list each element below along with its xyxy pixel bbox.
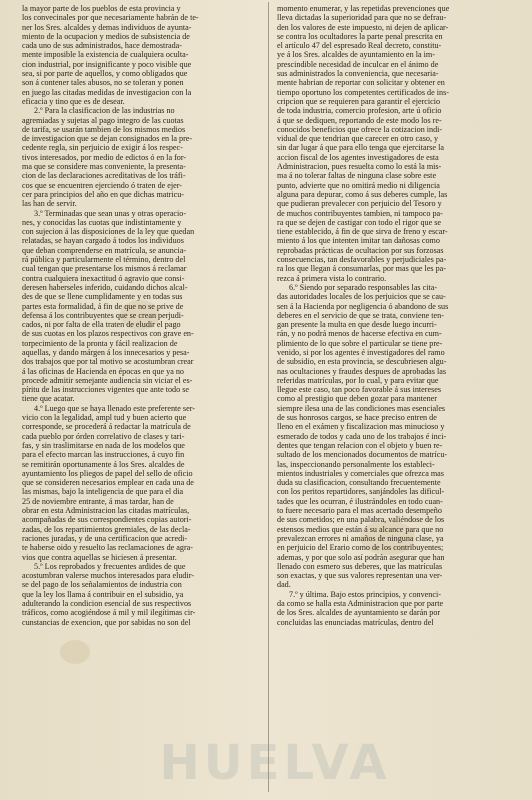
text-line: son exactas, y que sus valores representan una ver- [277, 571, 443, 581]
text-line: vicio con la legalidad, ampl tud y buen acierto que [22, 413, 187, 423]
text-line: agremiadas y sujetas al pago integro de las cuotas [22, 115, 184, 125]
text-line: que la ley los llama á contribuir en el subsidio, ya [22, 589, 184, 599]
text-line: como al prestigio que deben gozar para mantener [277, 394, 437, 404]
text-line: cada uno de sus administrados, hace demostrada- [22, 41, 182, 51]
text-line: deresen haberseles inferido, cuidando dichos alcal- [22, 282, 188, 292]
text-line: los convecinales por que necesariamente habrán de te- [22, 13, 199, 23]
text-line: sus administrados la conveniencia, que necesaria- [277, 69, 439, 79]
text-line: den los valores de este impuesto, ni dejen de aplicar- [277, 22, 449, 32]
text-line: con los peritos repartidores, sanjándoles las dificul- [277, 487, 445, 497]
text-line: referidas matrículas, por lo cual, y para evitar que [277, 375, 439, 385]
text-line: ner los Sres. alcaldes y demas individuos de ayunta- [22, 22, 192, 32]
text-line: ma á no tolerar faltas de ninguna clase sobre este [277, 171, 437, 181]
text-line: de tarifa, se usarán tambien de los mismos medios [22, 124, 186, 134]
text-line: rá pública y particularmente el término, dentro del [22, 255, 186, 265]
text-line: conocidos beneficios que ofrece la cotizacion indi- [277, 124, 443, 134]
text-line: lleva dictadas la superioridad para que no se defrau- [277, 13, 447, 23]
text-line: aquellas, y dando márgen á los innecesarios y pesa- [22, 347, 190, 357]
text-line: obrar en esta Administracion las citadas matrículas, [22, 506, 190, 516]
text-line: de sus cometidos; en una palabra, valiéndose de los [277, 515, 445, 525]
text-line: sea, si por parte de aquellos, y como obligados que [22, 69, 188, 79]
text-line: acostumbran valerse muchos interesados para eludir- [22, 571, 194, 581]
text-line: son á contener tales abusos, no se toleran y ponen [22, 78, 184, 88]
text-line: se contra los ocultadores la parte penal prescrita en [277, 31, 443, 41]
text-line: tivos interesados, por medio de edictos ó en la for- [22, 152, 187, 162]
text-line: cedente regla, sin perjuicio de exigir á los respec- [22, 143, 183, 153]
text-line: rezca á primera vista lo contrario. [277, 273, 387, 283]
text-line: 5.º Los reprobados y frecuentes ardides de que [34, 561, 186, 571]
text-line: cada pueblo por órden correlativo de clases y tari- [22, 431, 185, 441]
text-line: de sus cuotas en los plazos respectivos con grave en- [22, 329, 194, 339]
text-line: accion fiscal de los agentes investigadores de esta [277, 152, 439, 162]
text-line: ma que se considere mas conveniente, la presenta- [22, 162, 186, 172]
text-line: eficacia y tino que es de desear. [22, 96, 125, 106]
text-line: cual tengan que presentarse los mismos á reclamar [22, 264, 187, 274]
text-line: reprobadas prácticas de ocultacion por sus forzosas [277, 245, 444, 255]
text-line: mente habrian de reportar con solicitar y obtener en [277, 78, 445, 88]
text-line: sen á la Hacienda por negligencia ó abandono de sus [277, 301, 449, 311]
text-line: siempre ilesa una de las condiciones mas esenciales [277, 403, 446, 413]
text-line: corresponde, se procederá á redactar la matrícula de [22, 422, 191, 432]
text-line: de subsidio, en esta provincia, se descubriesen algu- [277, 357, 447, 367]
text-line: llenado con esmero sus deberes, que las matrículas [277, 561, 443, 571]
text-line: miento á los que intenten imitar tan dañosas como [277, 236, 440, 246]
text-line: lleno en el exámen y fiscalizacion mas minucioso y [277, 422, 445, 432]
text-line: zadas, de los repartimientos gremiales, de las decla- [22, 524, 191, 534]
text-line: prevalezcan errores ni amaños de ninguna clase, ya [277, 533, 444, 543]
text-line: tiempo oportuno los competentes certificados de ins- [277, 87, 449, 97]
text-line: de toda industria, comercio profesion, arte ú oficio [277, 106, 442, 116]
text-line: vidual de que tendrian que carecer en otro caso, y [277, 134, 439, 144]
text-line: se del pago de los señalamientos de industria con [22, 580, 182, 590]
text-line: torpecimiento de la pronta y fácil realizacion de [22, 338, 178, 348]
text-line: nes, y conocidas las cuotas que indistintamente y [22, 217, 182, 227]
text-line: miento de la ocupacion y medios de subsistencia de [22, 31, 190, 41]
text-line: que deban comprenderse en matrícula, se anuncia- [22, 245, 187, 255]
text-line: llegue este caso, tan poco favorable á sus intereses [277, 385, 442, 395]
text-line: que pudieran prevalecer con perjuicio del Tesoro y [277, 199, 442, 209]
text-line: estensos medios que están á su alcance para que no [277, 524, 444, 534]
text-line: de investigacion que se dejan consignados en la pre- [22, 134, 193, 144]
text-line: las han de servir. [22, 199, 77, 209]
text-line: raciones juradas, y de una certificacion que acredi- [22, 533, 188, 543]
text-line: en perjuicio del Erario como de los contribuyentes; [277, 543, 444, 553]
text-line: mientos industriales y comerciales que ofrezca mas [277, 468, 444, 478]
text-line: adulterando la condicion esencial de sus respectivos [22, 599, 192, 608]
text-line: rán, y no podrá menos de hacerse efectiva en cum- [277, 329, 442, 339]
text-line: consecuencias, tan desfavorables y perjudiciales pa- [277, 255, 447, 265]
text-line: cion de las declaraciones acreditativas de los tráfi- [22, 171, 186, 181]
text-line: momento enumerar, y las repetidas prevenciones que [277, 4, 450, 13]
text-line: 6.º Siendo por separado responsables las cita- [289, 282, 438, 292]
text-line: el artículo 47 del espresado Real decreto, constitu- [277, 41, 442, 51]
paper-stain [60, 640, 90, 664]
left-text-column [22, 4, 262, 627]
text-line: tiene que acatar. [22, 394, 75, 404]
text-line: de muchos contribuyentes tambien, ni tampoco pa- [277, 208, 443, 218]
text-line: cion industrial, por insignificante y poco visible que [22, 59, 192, 69]
text-line: da como se halla esta Administracion que por parte [277, 599, 444, 608]
text-line: defensa á los contribuyentes que se crean perjudi- [22, 310, 184, 320]
text-line: cripcion que se requieren para garantir el ejercicio [277, 96, 441, 106]
text-line: tades que les ocurran, é ilustrándoles en todo cuan- [277, 496, 443, 506]
text-line: con sujecion á las disposiciones de la ley que quedan [22, 227, 195, 237]
text-line: gan presente la multa en que desde luego incurri- [277, 320, 437, 330]
text-line: 4.º Luego que se haya llenado este preferente ser- [34, 403, 195, 413]
text-line: cer para principios del año en que dichas matricu- [22, 189, 184, 199]
text-line: alguna para depurar, como á sus deberes cumple, las [277, 189, 448, 199]
text-line: 3.º Terminadas que sean unas y otras operacio- [34, 208, 187, 218]
text-line: dos trabajos que por tal motivo se acostumbran crear [22, 357, 194, 367]
text-line: ra los que llegan á consumarlas, por mas que les pa- [277, 264, 446, 274]
text-line: tráficos, como acogiéndose á mil y mil ilegítimas cir- [22, 608, 196, 618]
text-line: las, inspeccionando personalmente los estableci- [277, 459, 435, 469]
text-line: á las oficinas de Hacienda en épocas en que ya no [22, 366, 184, 376]
text-line: to fuere necesario para el mas acertado desempeño [277, 506, 442, 516]
text-line: vios que contra aquellas se hiciesen á presentar. [22, 552, 177, 562]
text-line: plimiento de lo que sobre el particular se tiene pre- [277, 338, 443, 348]
text-line: tiene establecido, á fin de que sirva de freno y escar- [277, 227, 448, 237]
text-line: duda su clasificacion, consultando frecuentemente [277, 478, 441, 488]
column-divider [268, 2, 269, 792]
text-line: sultado de los mencionados documentos de matrícu- [277, 450, 448, 460]
text-line: las mismas, bajo la inteligencia de que para el dia [22, 487, 184, 497]
text-line: sin dar lugar á que para ello tenga que ejercitarse la [277, 143, 444, 153]
text-line: concluidas las enunciadas matrículas, dentro del [277, 617, 434, 627]
text-line: des de que se llene cumplidamente y en todas sus [22, 292, 183, 302]
archive-watermark: HUELVA [159, 734, 391, 791]
text-line: dentes que tengan relacion con el objeto y buen re- [277, 440, 443, 450]
text-line: cados, ni por falta de ella traten de eludir el pago [22, 320, 181, 330]
text-line: prescindible necesidad de inculcar en el ánimo de [277, 59, 439, 69]
text-line: cos que se encuentren ejerciendo ó traten de ejer- [22, 180, 182, 190]
text-line: en juego las citadas medidas de investigacion con la [22, 87, 192, 97]
text-line: ye á los Sres. alcaldes de ayuntamiento en la im- [277, 50, 435, 60]
text-line: píritu de las instrucciones vigentes que ante todo se [22, 385, 189, 395]
text-line: Administracion, pues resuelta como lo está la mis- [277, 162, 442, 172]
text-line: ra que se dejen de castigar con todo el rigor que se [277, 217, 442, 227]
text-line: ademas, y por que solo así podrán asegurar que han [277, 552, 445, 562]
text-line: acompañadas de sus correspondientes copias autori- [22, 515, 192, 525]
text-line: ayuntamiento los pliegos de papel del sello de oficio [22, 468, 193, 478]
text-line: procede admitir semejante audiencia sin viciar el es- [22, 375, 193, 385]
text-line: esmerado de todos y cada uno de los trabajos é inci- [277, 431, 447, 441]
text-line: punto, advierte que no omitirá medio ni diligencia [277, 180, 440, 190]
text-line: se remitirán oportunamente á los Sres. alcaldes de [22, 459, 185, 469]
text-line: cunstancias de exencion, que por sabidas no son del [22, 617, 191, 627]
text-line: mente imposible la existencia de cualquiera oculta- [22, 50, 189, 60]
text-line: de sus honrosos cargos, se hace preciso entren de [277, 413, 437, 423]
text-line: deberes en el servicio de que se trata, conviene ten- [277, 310, 444, 320]
text-line: te haberse oido y resuelto las reclamaciones de agra- [22, 543, 193, 553]
text-line: que se consideren necesarios emplear en cada una de [22, 478, 194, 488]
text-line: partes esta formalidad, á fin de que no se prive de [22, 301, 184, 311]
text-line: 25 de noviembre entrante, á mas tardar, han de [22, 496, 174, 506]
text-line: contra cualquiera inexactitud ó agravio que consi- [22, 273, 185, 283]
text-line: 2.º Para la clasificacion de las industrias no [34, 106, 175, 116]
text-line: relatadas, se hayan cargado á todos los individuos [22, 236, 184, 246]
text-line: nas ocultaciones y fraudes despues de aprobadas las [277, 366, 446, 376]
text-line: de los Sres. alcaldes de ayuntamiento se darán por [277, 608, 441, 618]
text-line: das autoridades locales de los perjuicios que se cau- [277, 292, 446, 302]
text-line: 7.º y última. Bajo estos principios, y convenci- [289, 589, 441, 599]
text-line: á que se dediquen, reportando de este modo los re- [277, 115, 442, 125]
text-line: fas, y sin traslimitarse en nada de los modelos que [22, 440, 185, 450]
text-line: dad. [277, 580, 291, 590]
right-text-column [277, 4, 521, 627]
text-line: para el efecto marcan las instrucciones, á cuyo fin [22, 450, 185, 460]
text-line: la mayor parte de los pueblos de esta provincia y [22, 4, 181, 13]
text-line: venido, si por los agentes é investigadores del ramo [277, 347, 445, 357]
